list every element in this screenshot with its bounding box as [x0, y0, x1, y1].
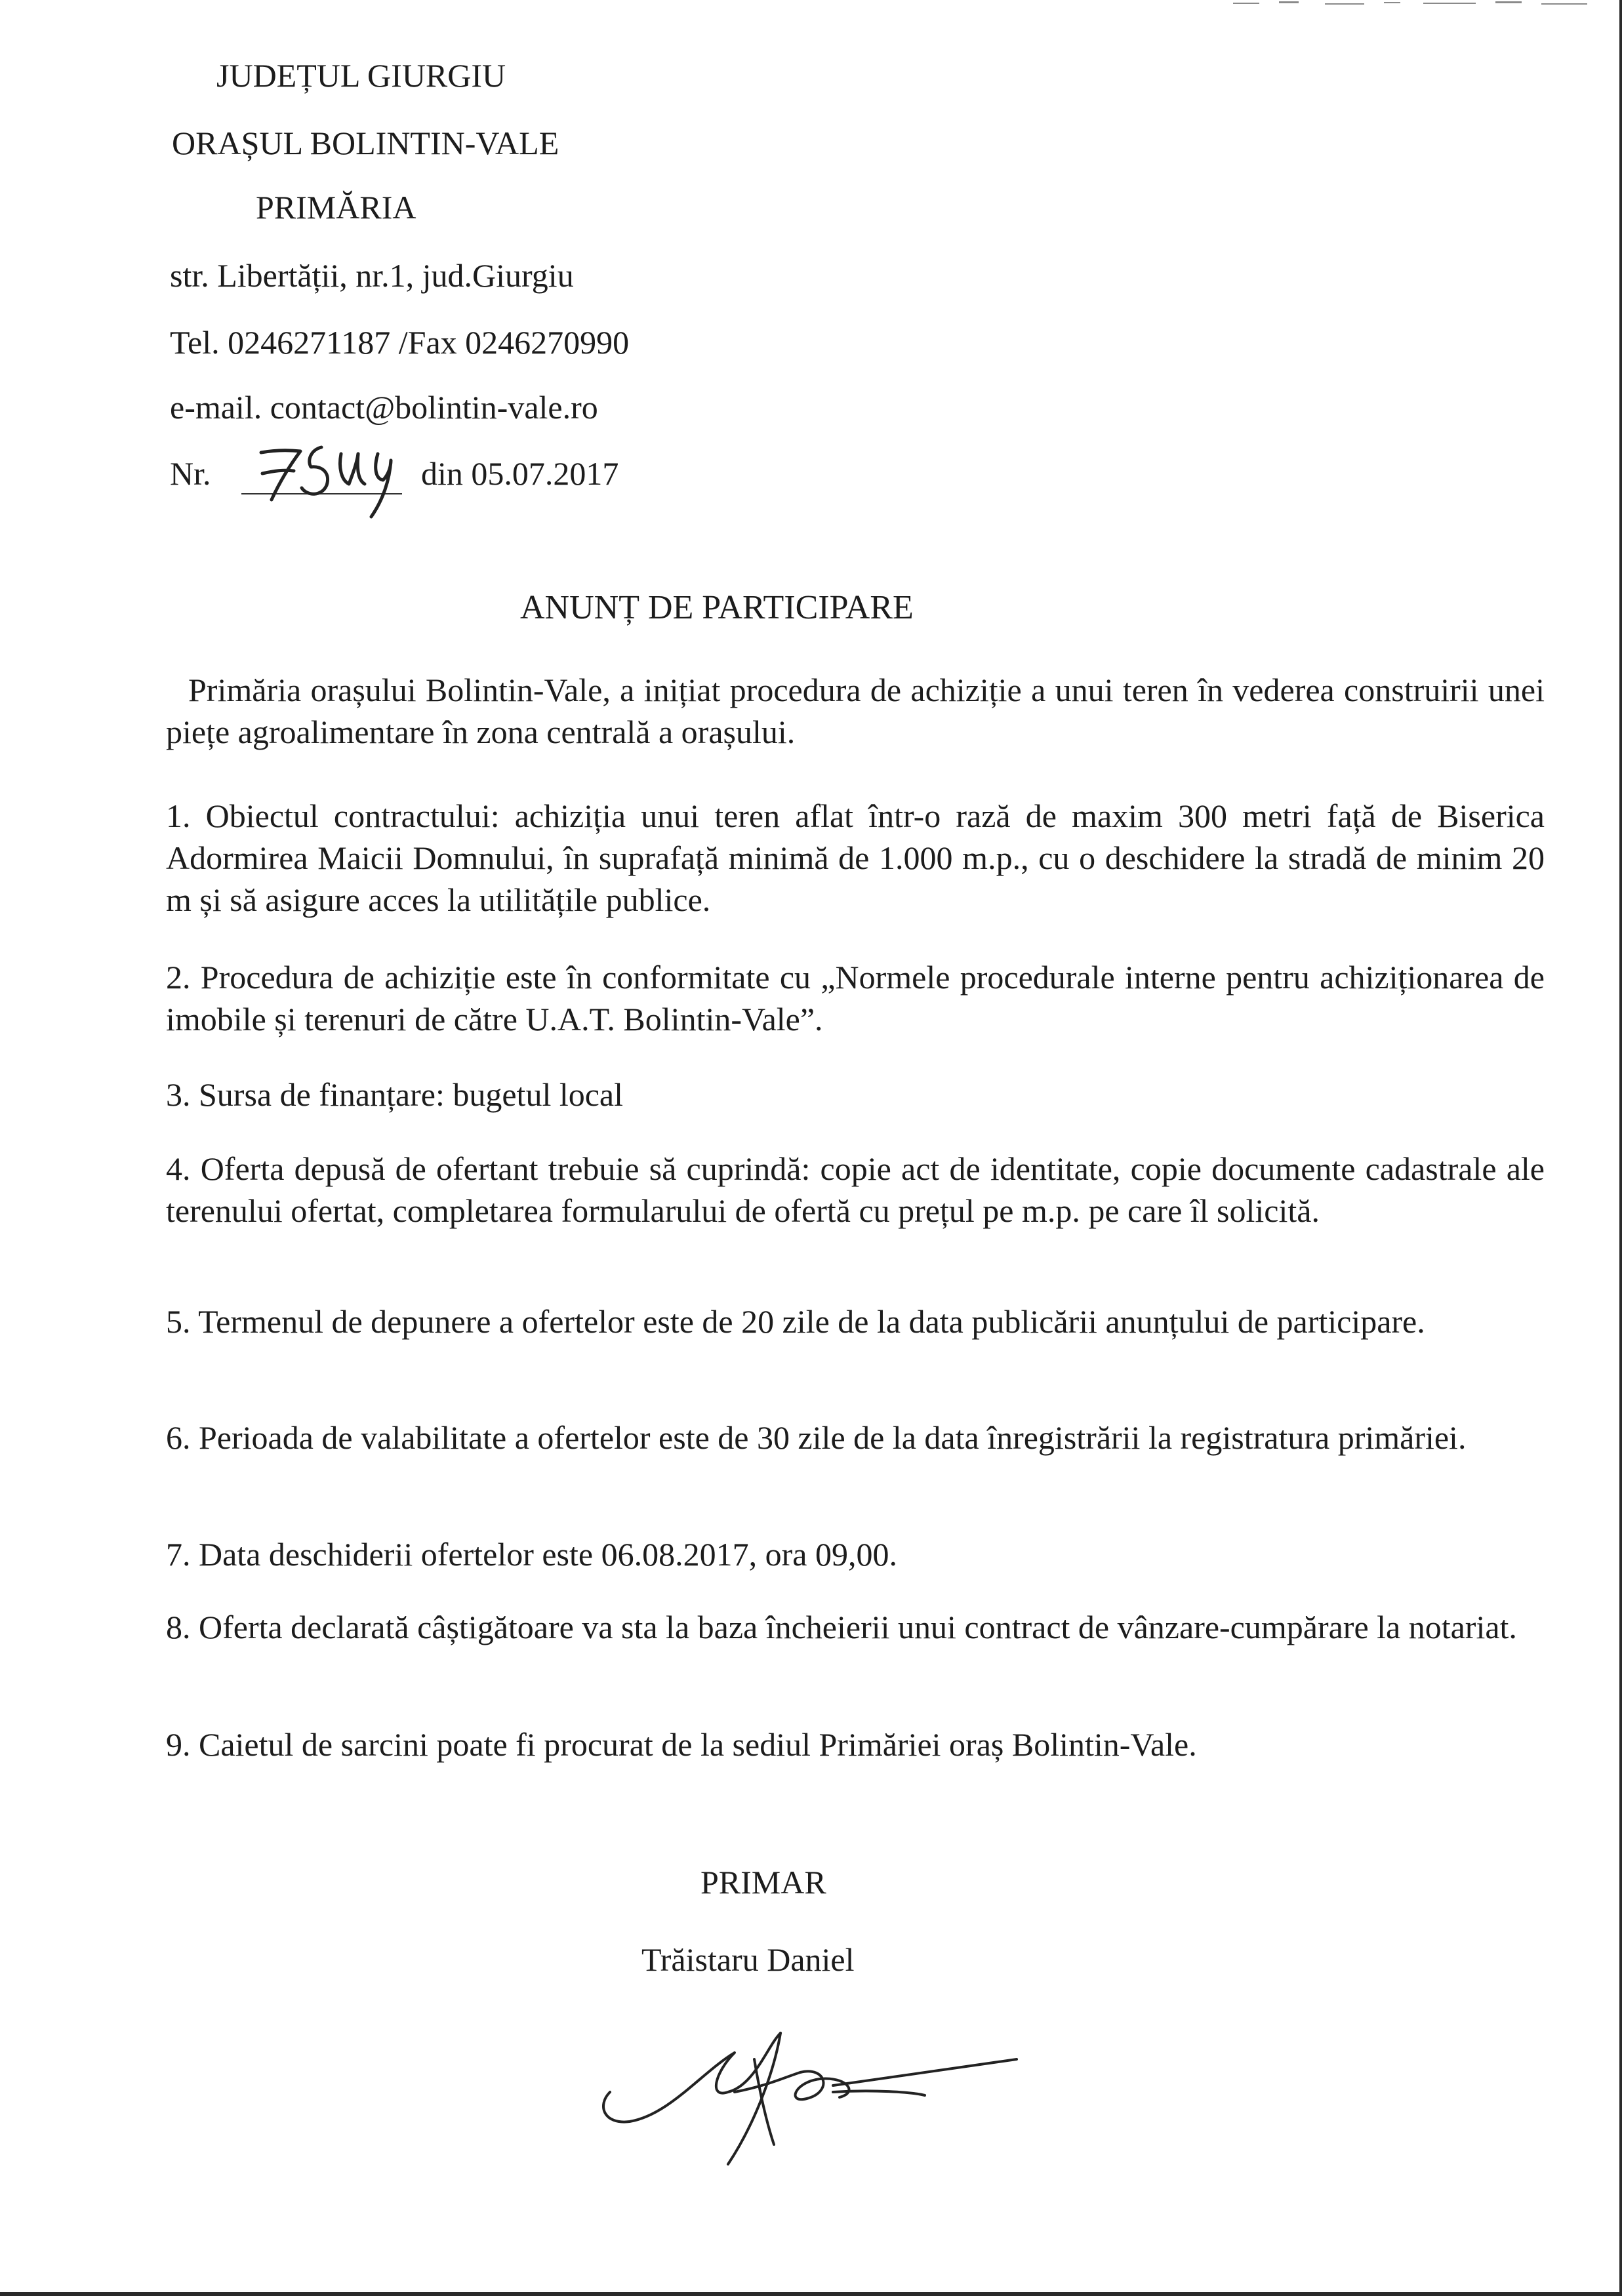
scan-noise	[1233, 0, 1600, 8]
list-item: 5. Termenul de depunere a ofertelor este de 20 zile de la data publicării anunțului de participare.	[166, 1303, 1425, 1340]
signature-role: PRIMAR	[700, 1864, 826, 1901]
list-item: 2. Procedura de achiziție este în conformitate cu „Normele procedurale interne pentru achiziționarea de imobile și terenuri de către U.A.T. Bolintin-Vale”.	[166, 959, 1545, 1037]
header-phone-fax: Tel. 0246271187 /Fax 0246270990	[170, 324, 630, 361]
list-item: 6. Perioada de valabilitate a ofertelor este de 30 zile de la data înregistrării la registratura primăriei.	[166, 1419, 1467, 1456]
scan-border-bottom	[0, 2292, 1622, 2296]
handwritten-registration-number	[243, 428, 407, 526]
header-office: PRIMĂRIA	[256, 189, 416, 226]
scan-border-right	[1619, 0, 1622, 2296]
signature-name: Trăistaru Daniel	[641, 1941, 855, 1978]
list-item: 8. Oferta declarată câștigătoare va sta la baza încheierii unui contract de vânzare-cumpărare la notariat.	[166, 1609, 1517, 1645]
list-item: 1. Obiectul contractului: achiziția unui teren aflat într-o rază de maxim 300 metri față de Biserica Adormirea Maicii Domnului, în suprafață minimă de 1.000 m.p., cu o deschidere la stradă de minim 20 m și să asigure acces la utilitățile publice.	[166, 797, 1545, 918]
header-email: e-mail. contact@bolintin-vale.ro	[170, 389, 598, 426]
header-address: str. Libertății, nr.1, jud.Giurgiu	[170, 257, 574, 294]
header-county: JUDEȚUL GIURGIU	[216, 57, 506, 94]
announcement-title: ANUNȚ DE PARTICIPARE	[520, 589, 914, 626]
registration-date: din 05.07.2017	[421, 455, 619, 492]
list-item: 4. Oferta depusă de ofertant trebuie să cuprindă: copie act de identitate, copie documente cadastrale ale terenului ofertat, completarea formularului de ofertă cu prețul pe m.p. pe care îl solicită.	[166, 1150, 1545, 1229]
list-item: 9. Caietul de sarcini poate fi procurat de la sediul Primăriei oraș Bolintin-Vale.	[166, 1726, 1197, 1763]
list-item: 7. Data deschiderii ofertelor este 06.08.2017, ora 09,00.	[166, 1536, 897, 1573]
intro-paragraph: Primăria orașului Bolintin-Vale, a inițiat procedura de achiziție a unui teren în vederea construirii unei piețe agroalimentare în zona centrală a orașului.	[166, 672, 1545, 750]
header-town: ORAȘUL BOLINTIN-VALE	[172, 125, 559, 161]
list-item: 3. Sursa de finanțare: bugetul local	[166, 1076, 623, 1113]
handwritten-signature	[584, 1994, 1043, 2171]
registration-prefix: Nr.	[170, 455, 211, 492]
